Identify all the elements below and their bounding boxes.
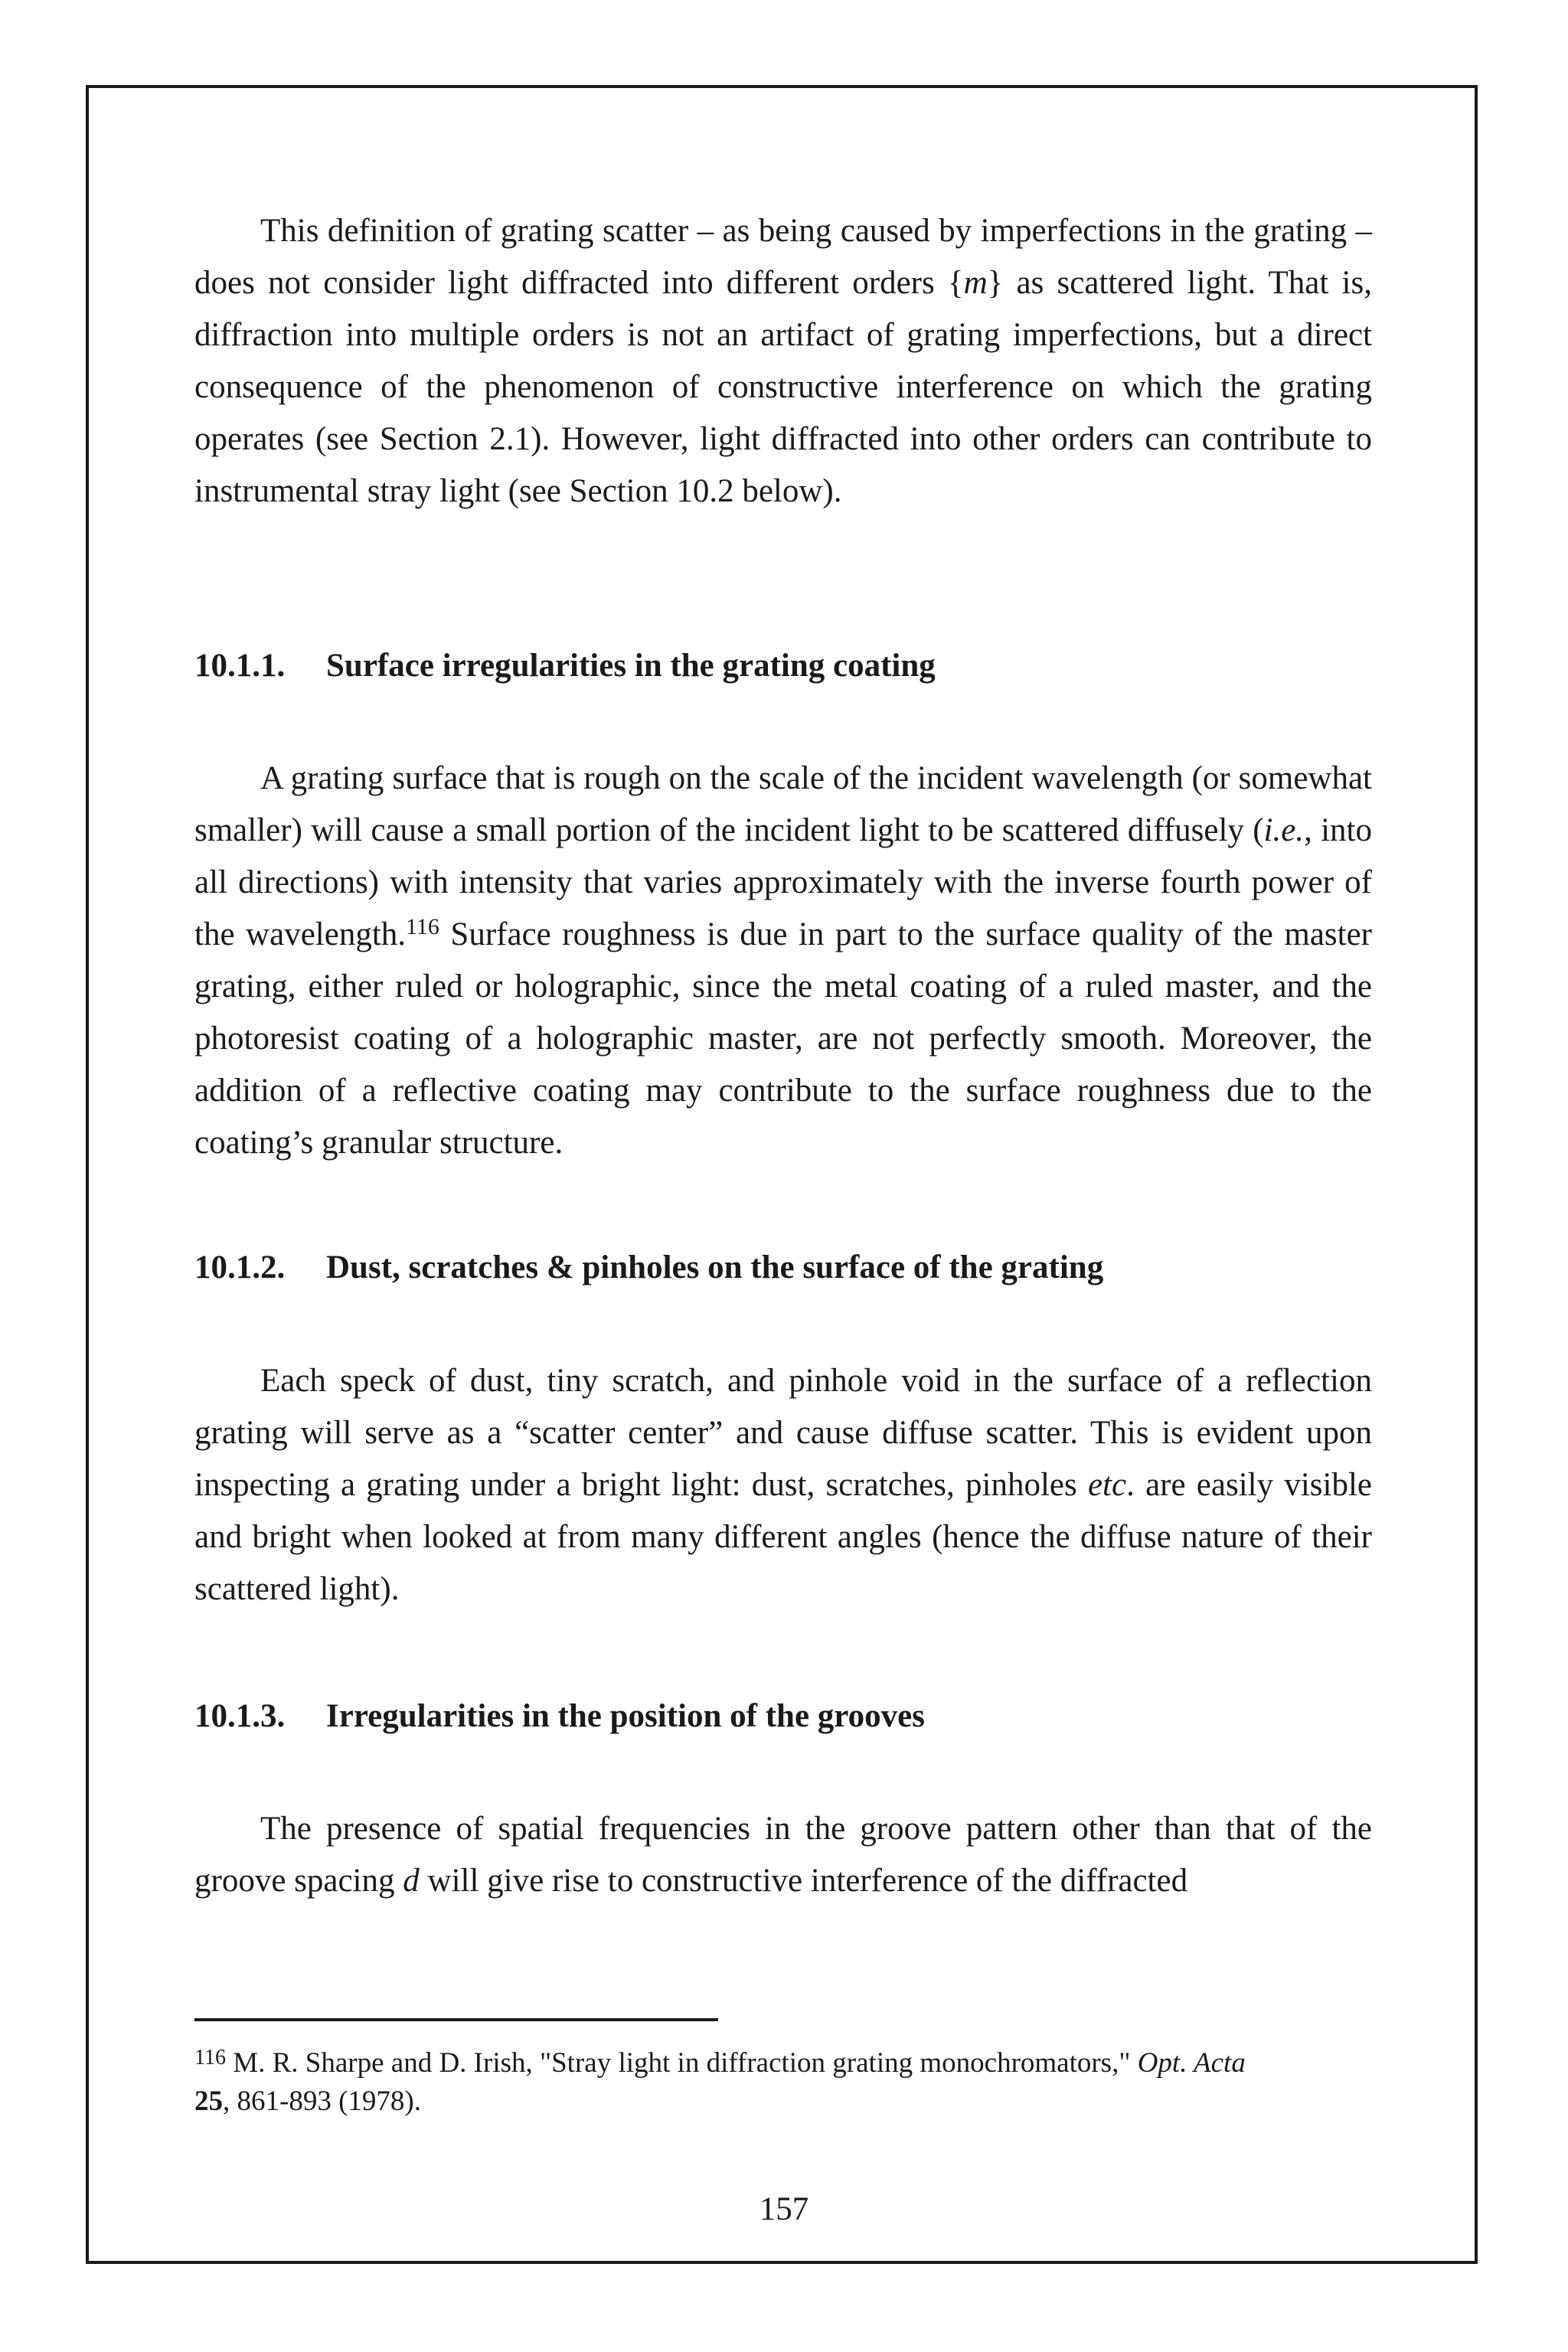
footnote-116: $^{116}$ M. R. Sharpe and D. Irish, "Stray light in diffraction grating monochromators," Opt. Acta 25, 861-893 (1978).	[194, 2046, 1246, 2117]
paragraph-surface-roughness	[194, 753, 1372, 1169]
section-heading-10-1-3	[194, 1690, 1372, 1743]
order-symbol: m	[963, 265, 988, 301]
section-title: Irregularities in the position of the grooves	[326, 1698, 925, 1734]
section-number: 10.1.2.	[194, 1250, 286, 1285]
section-heading-10-1-2	[194, 1242, 1372, 1294]
paragraph-dust-scratches	[194, 1355, 1372, 1615]
section-title: Surface irregularities in the grating coating	[326, 648, 936, 684]
section-number: 10.1.1.	[194, 648, 286, 684]
paragraph-text: A grating surface that is rough on the scale of the incident wavelength (or somewhat smaller) will cause a small portion of the incident light to be scattered diffusely (i.e., into all directions) with intensity that varies approximately with the inverse fourth power of the wavelength.$^{116}$ Surface roughness is due in part to the surface quality of the master grating, either ruled or holographic, since the metal coating of a ruled master, and the photoresist coating of a holographic master, are not perfectly smooth. Moreover, the addition of a reflective coating may contribute to the surface roughness due to the coating’s granular structure.	[194, 760, 1372, 1161]
page-number: 157	[759, 2191, 809, 2227]
section-title: Dust, scratches & pinholes on the surface of the grating	[326, 1250, 1104, 1285]
paragraph-text: The presence of spatial frequencies in the groove pattern other than that of the groove spacing d will give rise to constructive interference of the diffracted	[194, 1811, 1372, 1899]
footnote-divider	[194, 2018, 718, 2021]
footnote-mark: 116	[194, 2046, 226, 2069]
section-heading-10-1-1	[194, 640, 1372, 692]
groove-spacing-symbol: d	[403, 1863, 420, 1899]
journal-name: Opt. Acta	[1137, 2047, 1246, 2079]
paragraph-text: Each speck of dust, tiny scratch, and pinhole void in the surface of a reflection grating will serve as a “scatter center” and cause diffuse scatter. This is evident upon inspecting a grating under a bright light: dust, scratches, pinholes etc. are easily visible and bright when looked at from many different angles (hence the diffuse nature of their scattered light).	[194, 1363, 1373, 1607]
paragraph-groove-irregularities	[194, 1803, 1372, 1907]
section-number: 10.1.3.	[194, 1698, 286, 1734]
paragraph-grating-scatter-definition	[194, 205, 1372, 518]
paragraph-text: This definition of grating scatter – as being caused by imperfections in the grating – does not consider light diffracted into different orders {m} as scattered light. That is, diffraction into multiple orders is not an artifact of grating imperfections, but a direct consequence of the phenomenon of constructive interference on which the grating operates (see Section 2.1). However, light diffracted into other orders can contribute to instrumental stray light (see Section 10.2 below).	[194, 213, 1372, 509]
footnote-reference[interactable]: 116	[406, 914, 439, 939]
journal-volume: 25	[194, 2086, 223, 2117]
